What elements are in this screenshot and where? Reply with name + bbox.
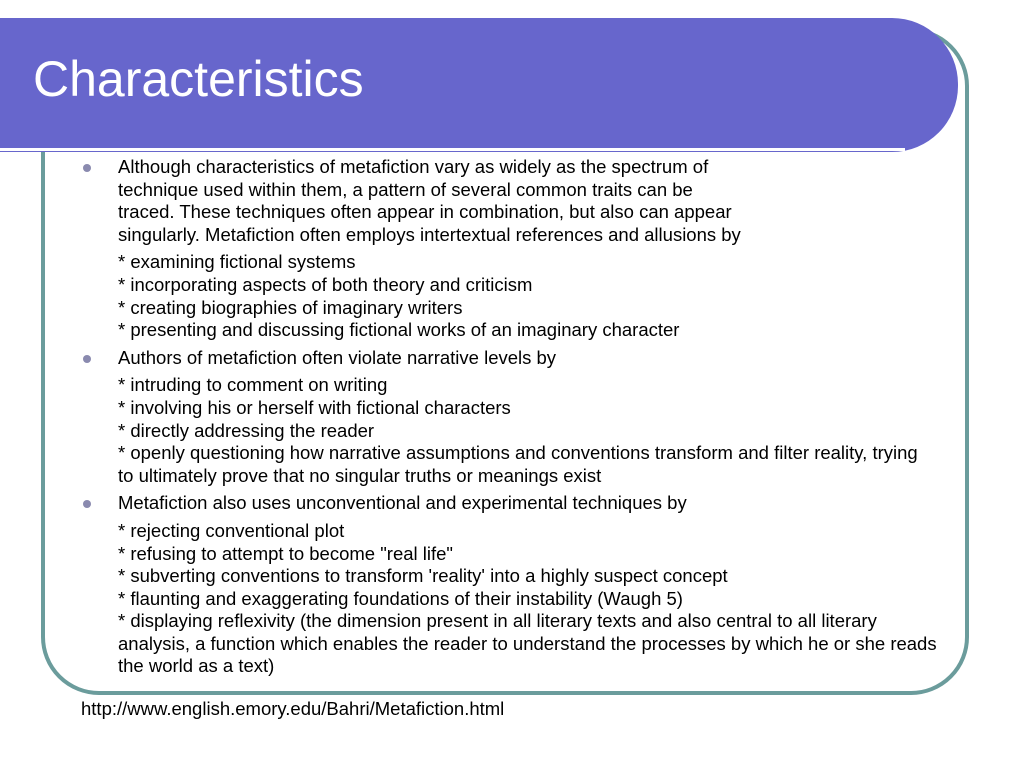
bullet-lead-text: Although characteristics of metafiction vary as widely as the spectrum of technique used within them, a pattern of several common traits can be traced. These techniques often appear in combination, but also can appear singularly. Metafiction often employs intertextual references and allusions by [118,156,741,245]
bullet-lead-text: Authors of metafiction often violate narrative levels by [118,346,557,368]
bullet-item-narrative-levels [78,347,938,488]
sub-item: * flaunting and exaggerating foundations of their instability (Waugh 5) [118,587,683,609]
sub-item: * directly addressing the reader [118,419,375,441]
sub-item: * presenting and discussing fictional works of an imaginary character [118,319,680,341]
sub-list [118,520,938,678]
bullet-item-techniques [78,156,938,342]
bullet-dot-icon [83,355,91,363]
bullet-dot-icon [83,164,91,172]
bullet-dot-icon [83,500,91,508]
slide-title: Characteristics [33,51,364,107]
sub-item: * openly questioning how narrative assumptions and conventions transform and filter reality, trying to ultimately prove that no singular truths or meanings exist [118,442,918,486]
sub-list [118,251,938,341]
sub-item: * subverting conventions to transform 'reality' into a highly suspect concept [118,565,728,587]
title-underline [0,148,905,151]
sub-item: * rejecting conventional plot [118,519,345,541]
sub-item: * displaying reflexivity (the dimension present in all literary texts and also central to all literary analysis, a function which enables the reader to understand the processes by which he or she reads the world as a text) [118,610,937,677]
bullet-lead-text: Metafiction also uses unconventional and experimental techniques by [118,492,687,514]
source-url[interactable]: http://www.english.emory.edu/Bahri/Metafiction.html [81,698,505,719]
sub-item: * refusing to attempt to become "real life" [118,542,453,564]
sub-item: * intruding to comment on writing [118,374,388,396]
sub-item: * involving his or herself with fictional characters [118,396,511,418]
sub-item: * incorporating aspects of both theory and criticism [118,273,533,295]
slide-content [78,156,938,683]
sub-item: * creating biographies of imaginary writers [118,296,463,318]
sub-item: * examining fictional systems [118,251,356,273]
bullet-item-experimental [78,492,938,678]
sub-list [118,374,938,487]
